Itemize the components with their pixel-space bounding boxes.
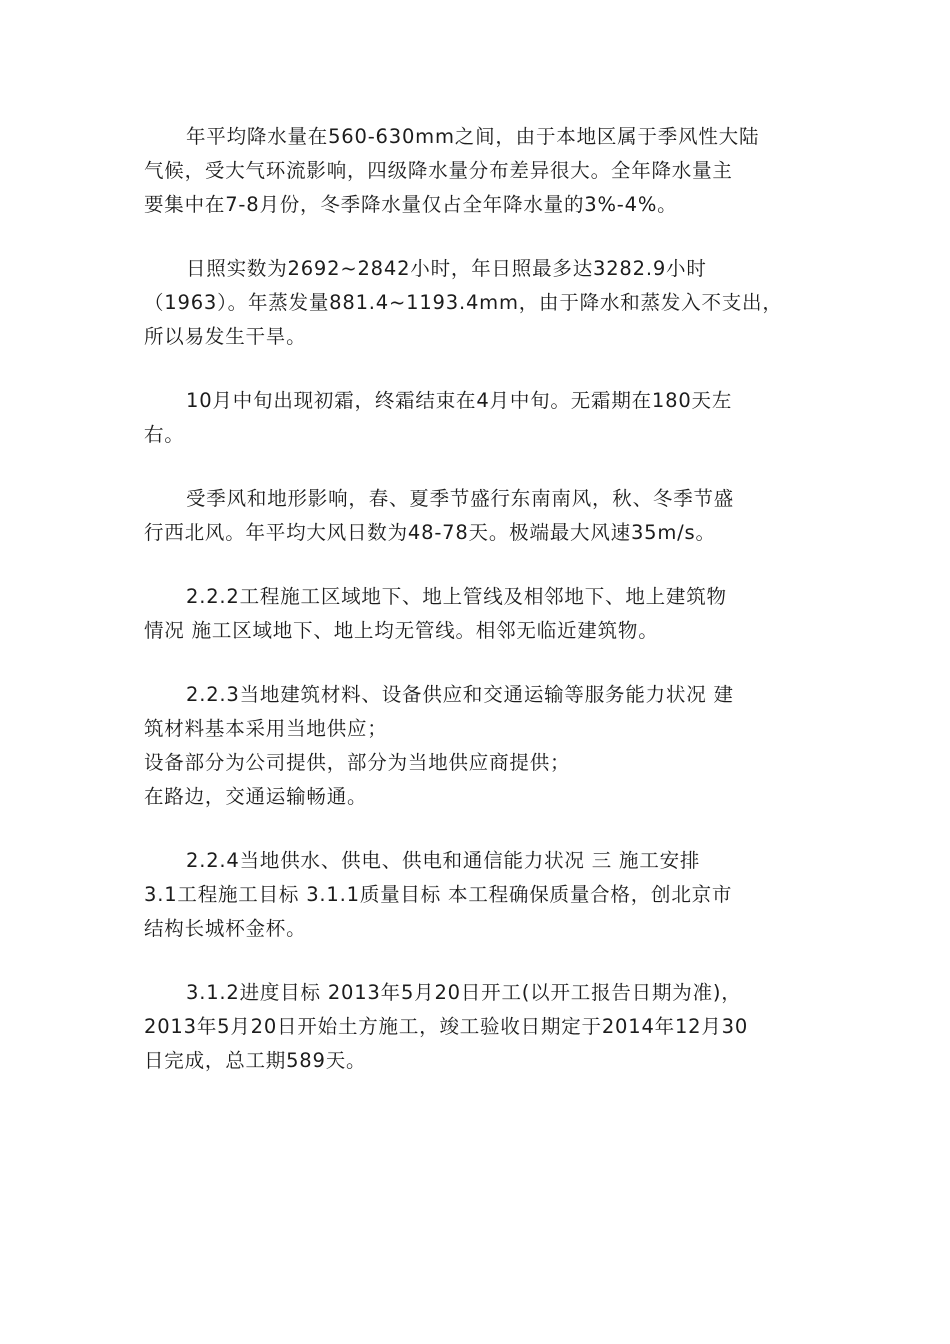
text-line: 2013年5月20日开始土方施工，竣工验收日期定于2014年12月30 bbox=[144, 1015, 749, 1038]
text-line: 行西北风。年平均大风日数为48-78天。极端最大风速35m/s。 bbox=[144, 521, 716, 544]
paragraph-sunshine bbox=[144, 252, 814, 354]
text-line: （1963）。年蒸发量881.4~1193.4mm，由于降水和蒸发入不支出， bbox=[144, 291, 783, 314]
text-line: 3.1.2进度目标 2013年5月20日开工(以开工报告日期为准)， bbox=[186, 981, 742, 1004]
text-line: 2.2.2工程施工区域地下、地上管线及相邻地下、地上建筑物 bbox=[186, 585, 727, 608]
text-line: 情况 施工区域地下、地上均无管线。相邻无临近建筑物。 bbox=[144, 619, 659, 642]
text-line: 右。 bbox=[144, 423, 185, 446]
paragraph-frost bbox=[144, 384, 814, 452]
text-line: 气候，受大气环流影响，四级降水量分布差异很大。全年降水量主 bbox=[144, 159, 733, 182]
paragraph-section-2-2-4 bbox=[144, 844, 814, 946]
paragraph-precipitation bbox=[144, 120, 814, 222]
text-line: 要集中在7-8月份，冬季降水量仅占全年降水量的3%-4%。 bbox=[144, 193, 678, 216]
text-line: 筑材料基本采用当地供应； bbox=[144, 717, 388, 740]
paragraph-section-2-2-2 bbox=[144, 580, 814, 648]
text-line: 2.2.3当地建筑材料、设备供应和交通运输等服务能力状况 建 bbox=[186, 683, 734, 706]
text-line: 日完成，总工期589天。 bbox=[144, 1049, 367, 1072]
text-line: 2.2.4当地供水、供电、供电和通信能力状况 三 施工安排 bbox=[186, 849, 701, 872]
text-line: 日照实数为2692~2842小时，年日照最多达3282.9小时 bbox=[186, 257, 707, 280]
text-line: 受季风和地形影响，春、夏季节盛行东南南风，秋、冬季节盛 bbox=[186, 487, 735, 510]
text-line: 设备部分为公司提供，部分为当地供应商提供； bbox=[144, 751, 571, 774]
text-line: 结构长城杯金杯。 bbox=[144, 917, 307, 940]
text-line: 所以易发生干旱。 bbox=[144, 325, 307, 348]
document-body bbox=[144, 120, 814, 1108]
paragraph-wind bbox=[144, 482, 814, 550]
text-line: 年平均降水量在560-630mm之间，由于本地区属于季风性大陆 bbox=[186, 125, 760, 148]
text-line: 在路边，交通运输畅通。 bbox=[144, 785, 368, 808]
text-line: 3.1工程施工目标 3.1.1质量目标 本工程确保质量合格，创北京市 bbox=[144, 883, 733, 906]
paragraph-section-2-2-3 bbox=[144, 678, 814, 814]
paragraph-section-3-1-2 bbox=[144, 976, 814, 1078]
text-line: 10月中旬出现初霜，终霜结束在4月中旬。无霜期在180天左 bbox=[186, 389, 733, 412]
